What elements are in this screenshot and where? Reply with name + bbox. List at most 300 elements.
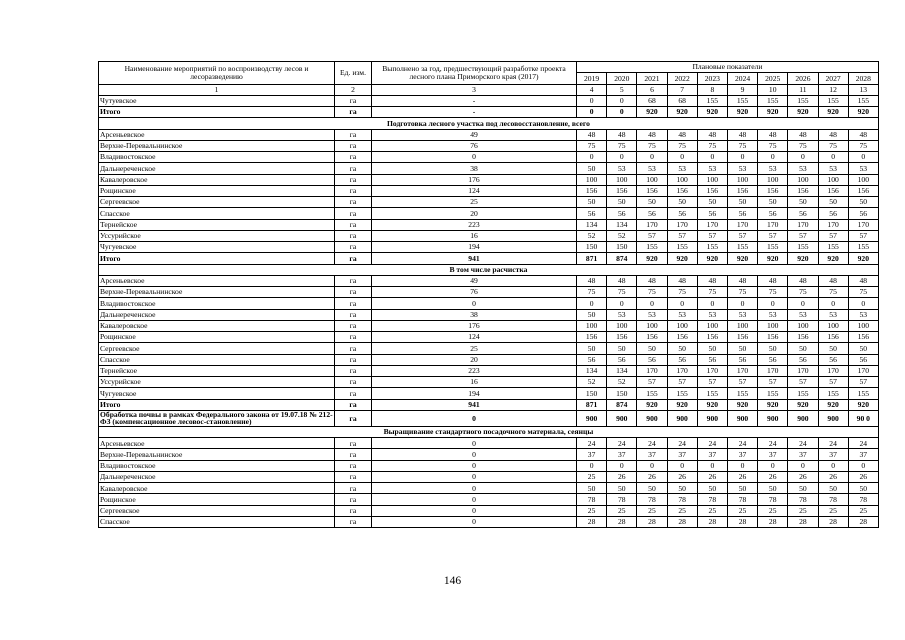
value-cell: 25 xyxy=(848,505,878,516)
table-row xyxy=(99,197,879,208)
value-cell: 26 xyxy=(667,471,697,482)
table-row xyxy=(99,174,879,185)
unit-cell: га xyxy=(335,460,372,471)
value-cell: 0 xyxy=(758,152,788,163)
year-header: 2028 xyxy=(848,73,878,84)
value-cell: 900 xyxy=(818,410,848,426)
value-cell: 50 xyxy=(788,483,818,494)
row-label: Рощинское xyxy=(99,332,335,343)
table-row xyxy=(99,275,879,286)
value-cell: 25 xyxy=(637,505,667,516)
table-row xyxy=(99,152,879,163)
value-cell: 75 xyxy=(788,140,818,151)
value-cell: 37 xyxy=(637,449,667,460)
table-row xyxy=(99,449,879,460)
value-cell: - xyxy=(372,95,577,106)
value-cell: 0 xyxy=(372,516,577,527)
year-header: 2024 xyxy=(727,73,757,84)
value-cell: 0 xyxy=(727,460,757,471)
unit-cell: га xyxy=(335,163,372,174)
unit-cell: га xyxy=(335,152,372,163)
row-label: Кавалеровское xyxy=(99,483,335,494)
value-cell: 48 xyxy=(607,129,637,140)
section-title: Подготовка лесного участка под лесовосстановление, всего xyxy=(99,118,879,129)
unit-cell: га xyxy=(335,332,372,343)
value-cell: 156 xyxy=(577,185,607,196)
table-row xyxy=(99,230,879,241)
value-cell: 223 xyxy=(372,219,577,230)
value-cell: 50 xyxy=(697,197,727,208)
value-cell: 57 xyxy=(697,230,727,241)
value-cell: 155 xyxy=(667,242,697,253)
value-cell: 100 xyxy=(607,174,637,185)
value-cell: 75 xyxy=(788,287,818,298)
value-cell: 57 xyxy=(818,230,848,241)
row-label: Верхне-Перевальнинское xyxy=(99,287,335,298)
value-cell: 920 xyxy=(637,107,667,118)
value-cell: 57 xyxy=(758,230,788,241)
value-cell: 170 xyxy=(697,219,727,230)
value-cell: 26 xyxy=(788,471,818,482)
value-cell: 100 xyxy=(637,320,667,331)
row-label: Сергеевское xyxy=(99,197,335,208)
value-cell: 156 xyxy=(818,332,848,343)
unit-cell: га xyxy=(335,365,372,376)
value-cell: 56 xyxy=(697,208,727,219)
value-cell: 26 xyxy=(848,471,878,482)
value-cell: 26 xyxy=(818,471,848,482)
value-cell: 49 xyxy=(372,275,577,286)
value-cell: 0 xyxy=(637,460,667,471)
value-cell: 37 xyxy=(727,449,757,460)
value-cell: 920 xyxy=(788,107,818,118)
row-label: Сергеевское xyxy=(99,505,335,516)
column-number: 7 xyxy=(667,84,697,95)
unit-cell: га xyxy=(335,140,372,151)
value-cell: 100 xyxy=(727,174,757,185)
value-cell: 75 xyxy=(637,140,667,151)
value-cell: 75 xyxy=(758,287,788,298)
value-cell: 155 xyxy=(758,242,788,253)
value-cell: 68 xyxy=(637,95,667,106)
row-label: Уссурийское xyxy=(99,377,335,388)
value-cell: 49 xyxy=(372,129,577,140)
row-label: Владивостокское xyxy=(99,298,335,309)
value-cell: 56 xyxy=(637,354,667,365)
table-row xyxy=(99,95,879,106)
value-cell: 53 xyxy=(667,309,697,320)
value-cell: 25 xyxy=(788,505,818,516)
value-cell: 28 xyxy=(788,516,818,527)
value-cell: 75 xyxy=(758,140,788,151)
table-row xyxy=(99,242,879,253)
value-cell: 48 xyxy=(637,275,667,286)
value-cell: 194 xyxy=(372,242,577,253)
value-cell: 0 xyxy=(667,152,697,163)
value-cell: 134 xyxy=(577,219,607,230)
value-cell: 50 xyxy=(607,483,637,494)
value-cell: 48 xyxy=(697,275,727,286)
value-cell: 100 xyxy=(818,320,848,331)
year-header: 2026 xyxy=(788,73,818,84)
value-cell: 155 xyxy=(637,242,667,253)
value-cell: 75 xyxy=(818,140,848,151)
value-cell: 194 xyxy=(372,388,577,399)
value-cell: 176 xyxy=(372,320,577,331)
value-cell: 75 xyxy=(727,287,757,298)
value-cell: 223 xyxy=(372,365,577,376)
value-cell: 156 xyxy=(637,332,667,343)
column-number: 9 xyxy=(727,84,757,95)
value-cell: 900 xyxy=(788,410,818,426)
row-label: Чугуевское xyxy=(99,388,335,399)
value-cell: 170 xyxy=(637,219,667,230)
year-header: 2022 xyxy=(667,73,697,84)
row-label: Верхне-Перевальнинское xyxy=(99,449,335,460)
value-cell: 78 xyxy=(788,494,818,505)
value-cell: 53 xyxy=(818,163,848,174)
value-cell: 78 xyxy=(818,494,848,505)
value-cell: 68 xyxy=(667,95,697,106)
value-cell: 56 xyxy=(667,354,697,365)
column-number: 10 xyxy=(758,84,788,95)
value-cell: 57 xyxy=(667,230,697,241)
value-cell: 37 xyxy=(788,449,818,460)
row-label: Кавалеровское xyxy=(99,174,335,185)
table-row xyxy=(99,377,879,388)
column-number: 1 xyxy=(99,84,335,95)
value-cell: 76 xyxy=(372,287,577,298)
value-cell: 920 xyxy=(848,253,878,264)
row-label: Обработка почвы в рамках Федерального закона от 19.07.18 № 212-ФЗ (компенсационное лесовос-становление) xyxy=(100,410,333,427)
value-cell: 48 xyxy=(788,129,818,140)
unit-cell: га xyxy=(335,505,372,516)
value-cell: 37 xyxy=(758,449,788,460)
value-cell: 0 xyxy=(607,95,637,106)
value-cell: 25 xyxy=(577,505,607,516)
unit-cell: га xyxy=(335,343,372,354)
table-row xyxy=(99,129,879,140)
value-cell: 50 xyxy=(697,343,727,354)
value-cell: 170 xyxy=(788,219,818,230)
row-label: Чугуевское xyxy=(99,242,335,253)
value-cell: 170 xyxy=(758,219,788,230)
value-cell: 48 xyxy=(607,275,637,286)
table-row xyxy=(99,516,879,527)
value-cell: 50 xyxy=(727,343,757,354)
value-cell: 57 xyxy=(727,377,757,388)
value-cell: 56 xyxy=(758,208,788,219)
value-cell: 16 xyxy=(372,230,577,241)
unit-cell: га xyxy=(335,494,372,505)
value-cell: 75 xyxy=(607,287,637,298)
value-cell: 25 xyxy=(372,343,577,354)
value-cell: 0 xyxy=(372,483,577,494)
value-cell: 56 xyxy=(818,354,848,365)
value-cell: 50 xyxy=(607,197,637,208)
row-label: Дальнереченское xyxy=(99,471,335,482)
value-cell: 48 xyxy=(577,129,607,140)
value-cell: 24 xyxy=(848,438,878,449)
value-cell: 155 xyxy=(788,95,818,106)
table-row xyxy=(99,298,879,309)
value-cell: 50 xyxy=(697,483,727,494)
value-cell: 0 xyxy=(758,298,788,309)
value-cell: 0 xyxy=(607,152,637,163)
value-cell: 155 xyxy=(848,95,878,106)
unit-cell: га xyxy=(335,230,372,241)
value-cell: 53 xyxy=(637,309,667,320)
value-cell: 48 xyxy=(818,129,848,140)
value-cell: 78 xyxy=(697,494,727,505)
value-cell: 0 xyxy=(848,460,878,471)
value-cell: 100 xyxy=(788,174,818,185)
value-cell: 0 xyxy=(372,298,577,309)
value-cell: 50 xyxy=(848,483,878,494)
value-cell: 100 xyxy=(577,174,607,185)
value-cell: 0 xyxy=(372,449,577,460)
year-header: 2027 xyxy=(818,73,848,84)
value-cell: 155 xyxy=(697,242,727,253)
value-cell: 53 xyxy=(788,309,818,320)
value-cell: 76 xyxy=(372,140,577,151)
value-cell: 50 xyxy=(727,483,757,494)
unit-cell: га xyxy=(335,309,372,320)
unit-cell: га xyxy=(335,471,372,482)
value-cell: 156 xyxy=(788,185,818,196)
row-label: Рощинское xyxy=(99,185,335,196)
table-row xyxy=(99,354,879,365)
value-cell: 920 xyxy=(758,253,788,264)
value-cell: 0 xyxy=(788,460,818,471)
value-cell: 56 xyxy=(758,354,788,365)
value-cell: 50 xyxy=(848,197,878,208)
row-label: Итого xyxy=(99,107,335,118)
value-cell: 0 xyxy=(372,505,577,516)
value-cell: 100 xyxy=(727,320,757,331)
value-cell: 874 xyxy=(607,399,637,410)
row-label: Арсеньевское xyxy=(99,129,335,140)
value-cell: 75 xyxy=(848,287,878,298)
value-cell: 0 xyxy=(577,95,607,106)
value-cell: 57 xyxy=(848,230,878,241)
value-cell: 871 xyxy=(577,399,607,410)
value-cell: 28 xyxy=(637,516,667,527)
value-cell: 155 xyxy=(727,95,757,106)
value-cell: 28 xyxy=(697,516,727,527)
value-cell: 920 xyxy=(697,107,727,118)
value-cell: 48 xyxy=(637,129,667,140)
total-row xyxy=(99,410,879,426)
value-cell: 150 xyxy=(607,388,637,399)
value-cell: 56 xyxy=(848,208,878,219)
value-cell: 48 xyxy=(667,129,697,140)
column-number: 2 xyxy=(335,84,372,95)
value-cell: 50 xyxy=(637,483,667,494)
row-label: Чутуевское xyxy=(99,95,335,106)
forest-plan-table xyxy=(98,61,879,528)
value-cell: 920 xyxy=(727,253,757,264)
table-row xyxy=(99,438,879,449)
value-cell: 0 xyxy=(848,298,878,309)
value-cell: 920 xyxy=(818,253,848,264)
section-title: Выращивание стандартного посадочного материала, сеянцы xyxy=(99,426,879,437)
value-cell: 920 xyxy=(667,107,697,118)
value-cell: 53 xyxy=(848,309,878,320)
value-cell: 920 xyxy=(788,253,818,264)
unit-cell: га xyxy=(335,483,372,494)
value-cell: 24 xyxy=(697,438,727,449)
value-cell: 50 xyxy=(637,343,667,354)
unit-cell: га xyxy=(335,298,372,309)
value-cell: 28 xyxy=(607,516,637,527)
value-cell: 57 xyxy=(848,377,878,388)
value-cell: 941 xyxy=(372,253,577,264)
unit-cell: га xyxy=(335,438,372,449)
value-cell: 37 xyxy=(607,449,637,460)
value-cell: 28 xyxy=(848,516,878,527)
value-cell: 26 xyxy=(758,471,788,482)
value-cell: 920 xyxy=(667,399,697,410)
value-cell: 25 xyxy=(758,505,788,516)
column-number: 3 xyxy=(372,84,577,95)
value-cell: 920 xyxy=(637,399,667,410)
value-cell: 50 xyxy=(667,483,697,494)
value-cell: 48 xyxy=(848,129,878,140)
value-cell: 50 xyxy=(667,197,697,208)
value-cell: 50 xyxy=(788,197,818,208)
value-cell: 57 xyxy=(727,230,757,241)
value-cell: 0 xyxy=(727,152,757,163)
row-label: Итого xyxy=(99,253,335,264)
value-cell: 100 xyxy=(697,320,727,331)
value-cell: 0 xyxy=(607,460,637,471)
value-cell: 75 xyxy=(697,287,727,298)
value-cell: 75 xyxy=(577,140,607,151)
value-cell: 53 xyxy=(607,163,637,174)
value-cell: 56 xyxy=(727,208,757,219)
value-cell: 100 xyxy=(848,320,878,331)
value-cell: 75 xyxy=(727,140,757,151)
value-cell: 156 xyxy=(577,332,607,343)
value-cell: 25 xyxy=(697,505,727,516)
value-cell: 170 xyxy=(848,365,878,376)
value-cell: 48 xyxy=(758,129,788,140)
value-cell: 75 xyxy=(667,140,697,151)
value-cell: 26 xyxy=(697,471,727,482)
table-row xyxy=(99,309,879,320)
value-cell: 48 xyxy=(727,129,757,140)
value-cell: 0 xyxy=(637,298,667,309)
value-cell: 25 xyxy=(818,505,848,516)
table-row xyxy=(99,208,879,219)
value-cell: 156 xyxy=(727,185,757,196)
value-cell: 156 xyxy=(848,185,878,196)
value-cell: 50 xyxy=(577,343,607,354)
unit-cell: га xyxy=(335,388,372,399)
unit-cell: га xyxy=(335,320,372,331)
total-row xyxy=(99,399,879,410)
value-cell: 0 xyxy=(788,298,818,309)
value-cell: 124 xyxy=(372,332,577,343)
value-cell: 28 xyxy=(727,516,757,527)
value-cell: 56 xyxy=(848,354,878,365)
value-cell: 56 xyxy=(788,354,818,365)
value-cell: 56 xyxy=(607,208,637,219)
value-cell: 50 xyxy=(577,483,607,494)
value-cell: 53 xyxy=(727,309,757,320)
value-cell: 0 xyxy=(607,107,637,118)
value-cell: 50 xyxy=(758,343,788,354)
value-cell: 155 xyxy=(788,388,818,399)
table-row xyxy=(99,332,879,343)
value-cell: 0 xyxy=(372,152,577,163)
value-cell: 170 xyxy=(818,365,848,376)
value-cell: 50 xyxy=(727,197,757,208)
row-label: Спасское xyxy=(99,354,335,365)
unit-cell: га xyxy=(335,354,372,365)
value-cell: 871 xyxy=(577,253,607,264)
value-cell: 0 xyxy=(577,298,607,309)
value-cell: 50 xyxy=(818,343,848,354)
row-label: Верхне-Перевальнинское xyxy=(99,140,335,151)
value-cell: 56 xyxy=(788,208,818,219)
value-cell: 48 xyxy=(818,275,848,286)
section-header-row xyxy=(99,264,879,275)
table-row xyxy=(99,460,879,471)
value-cell: 920 xyxy=(727,107,757,118)
value-cell: 900 xyxy=(607,410,637,426)
value-cell: 900 xyxy=(727,410,757,426)
row-label: Итого xyxy=(99,399,335,410)
value-cell: 155 xyxy=(788,242,818,253)
table-row xyxy=(99,163,879,174)
unit-cell: га xyxy=(335,219,372,230)
value-cell: 155 xyxy=(848,242,878,253)
value-cell: 90 0 xyxy=(848,410,878,426)
page-number: 146 xyxy=(443,575,462,587)
value-cell: 20 xyxy=(372,354,577,365)
value-cell: 170 xyxy=(758,365,788,376)
row-label: Уссурийское xyxy=(99,230,335,241)
column-number: 12 xyxy=(818,84,848,95)
value-cell: 28 xyxy=(667,516,697,527)
value-cell: 38 xyxy=(372,163,577,174)
section-header-row xyxy=(99,426,879,437)
row-label: Кавалеровское xyxy=(99,320,335,331)
unit-cell: га xyxy=(335,208,372,219)
value-cell: 920 xyxy=(667,253,697,264)
value-cell: 57 xyxy=(788,377,818,388)
col-done-header: Выполнено за год, предшествующий разработке проекта лесного плана Приморского края (2017) xyxy=(372,62,577,85)
unit-cell: га xyxy=(335,516,372,527)
table-row xyxy=(99,185,879,196)
column-number: 13 xyxy=(848,84,878,95)
value-cell: 48 xyxy=(788,275,818,286)
unit-cell: га xyxy=(335,287,372,298)
value-cell: 24 xyxy=(577,438,607,449)
value-cell: 50 xyxy=(848,343,878,354)
value-cell: 53 xyxy=(848,163,878,174)
unit-cell: га xyxy=(335,399,372,410)
value-cell: 56 xyxy=(607,354,637,365)
value-cell: 48 xyxy=(758,275,788,286)
value-cell: 156 xyxy=(818,185,848,196)
value-cell: 0 xyxy=(818,152,848,163)
value-cell: 24 xyxy=(818,438,848,449)
value-cell: 155 xyxy=(818,388,848,399)
value-cell: 50 xyxy=(788,343,818,354)
